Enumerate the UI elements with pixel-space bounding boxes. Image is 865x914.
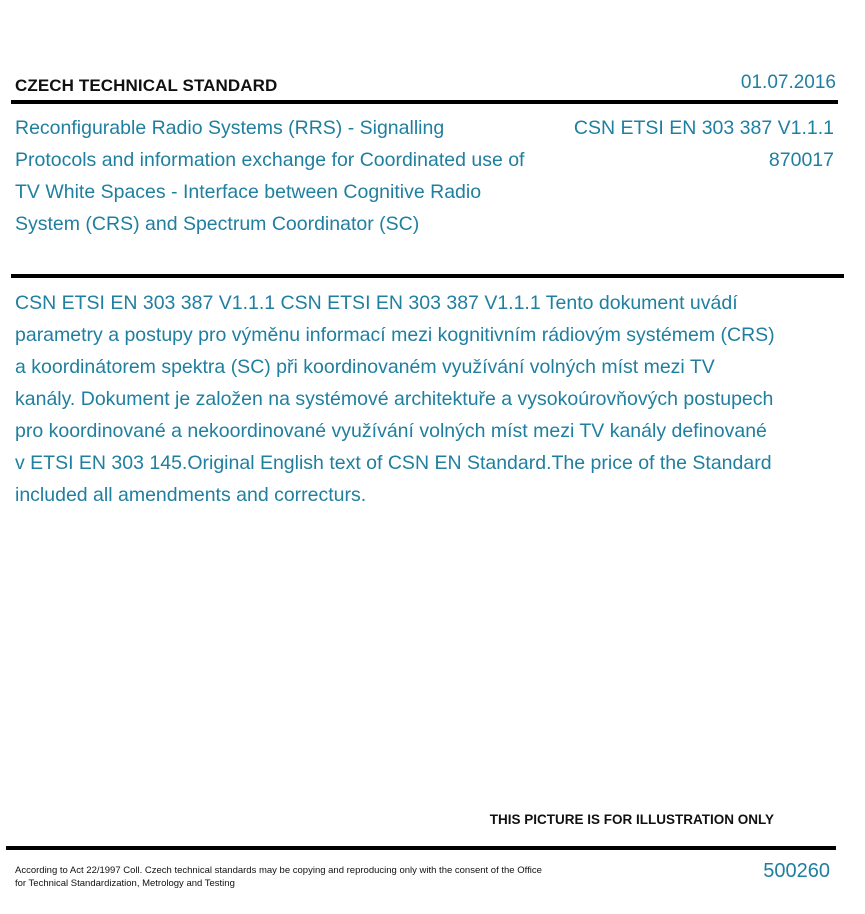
- legal-notice-line-2: for Technical Standardization, Metrology and Testing: [15, 878, 235, 889]
- illustration-notice: THIS PICTURE IS FOR ILLUSTRATION ONLY: [489, 812, 774, 827]
- class-number: 870017: [768, 149, 834, 171]
- publication-date: 01.07.2016: [740, 72, 836, 93]
- standard-title: Reconfigurable Radio Systems (RRS) - Signalling Protocols and information exchange for Coordinated use of TV White Spaces - Interface between Cognitive Radio System (CRS) and Spectrum Coordinator (SC): [15, 117, 525, 235]
- standard-description: CSN ETSI EN 303 387 V1.1.1 CSN ETSI EN 303 387 V1.1.1 Tento dokument uvádí parametry a postupy pro výměnu informací mezi kognitivním rádiovým systémem (CRS) a koordinátorem spektra (SC) při koordinovaném využívání volných míst mezi TV kanály. Dokument je založen na systémové architektuře a vysokoúrovňových postupech pro koordinované a nekoordinované využívání volných míst mezi TV kanály definované v ETSI EN 303 145.Original English text of CSN EN Standard.The price of the Standard included all amendments and correcturs.: [15, 292, 775, 506]
- legal-notice-line-1: According to Act 22/1997 Coll. Czech technical standards may be copying and reproducing only with the consent of the Office: [15, 865, 542, 876]
- standard-identifiers: [574, 112, 834, 176]
- footer-divider: [6, 846, 836, 850]
- document-type-label: CZECH TECHNICAL STANDARD: [15, 76, 278, 95]
- title-divider: [11, 274, 844, 278]
- standard-designation: CSN ETSI EN 303 387 V1.1.1: [573, 117, 834, 139]
- catalog-number: 500260: [763, 860, 830, 882]
- header-divider: [11, 100, 838, 104]
- legal-notice: [15, 864, 595, 890]
